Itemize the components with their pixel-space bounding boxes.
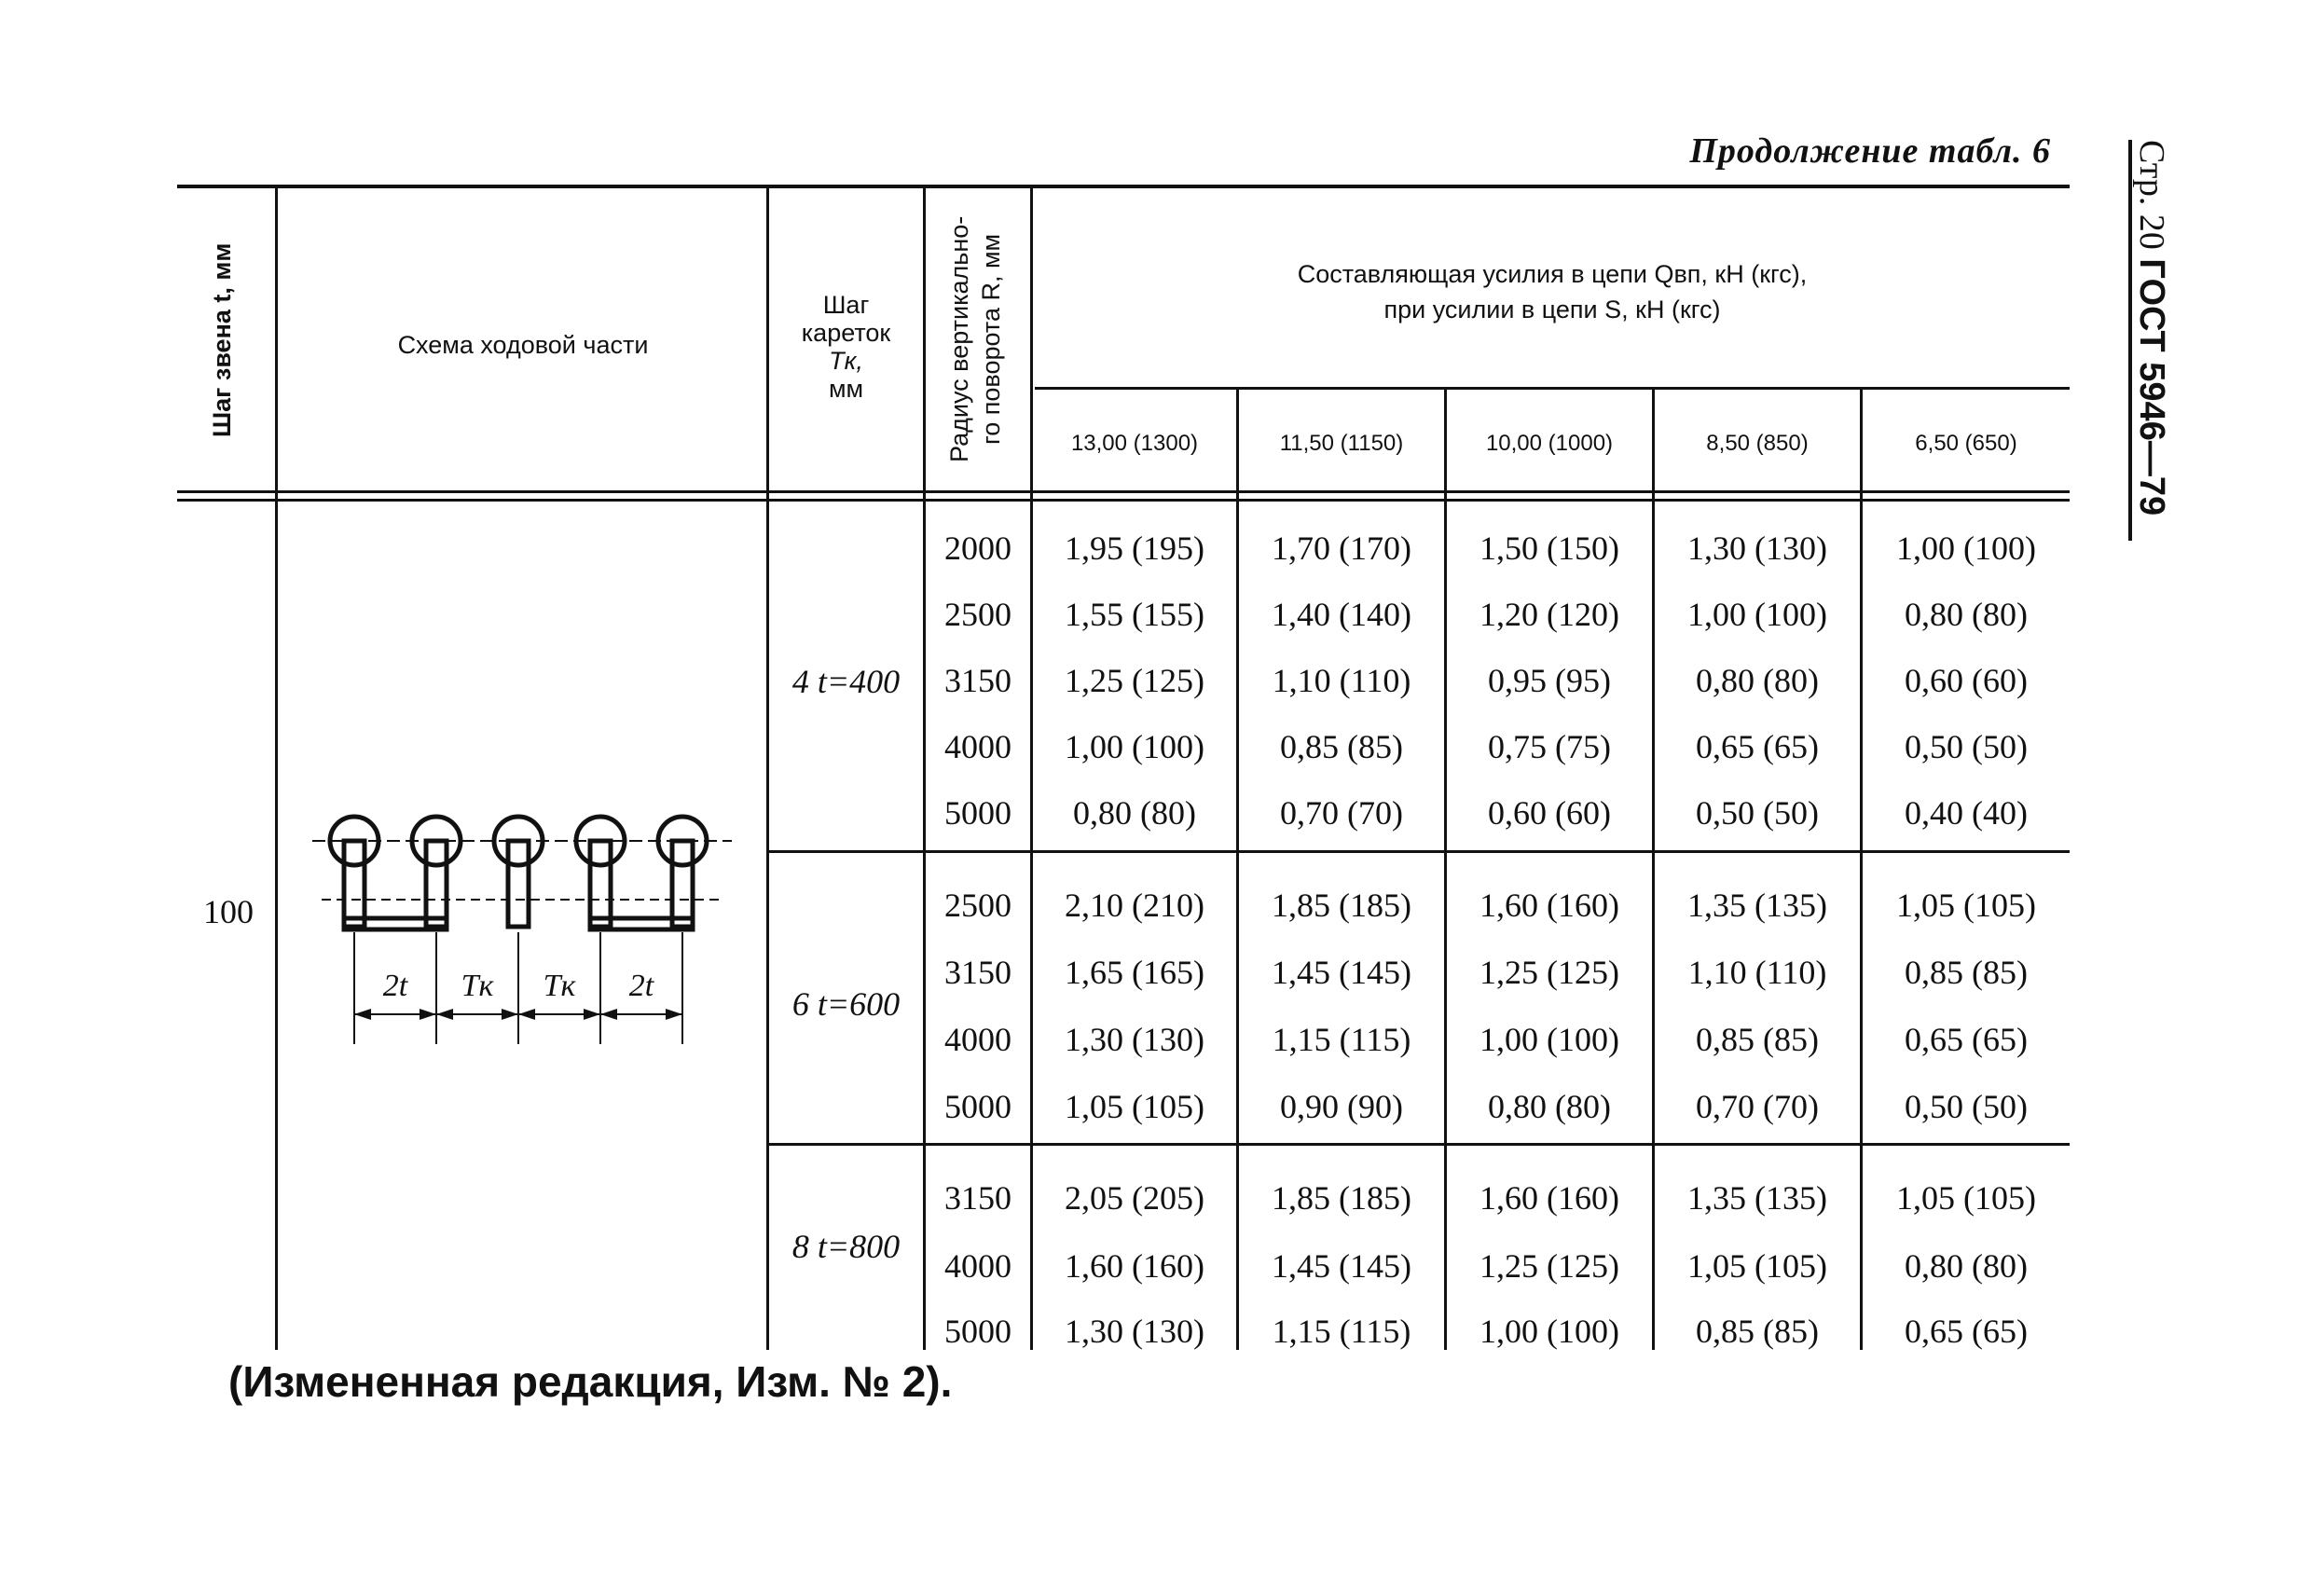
force-value: 0,80 (80) <box>1905 1247 2028 1285</box>
page-side-label <box>2116 140 2172 550</box>
arrow-head <box>354 1009 371 1020</box>
force-value: 1,25 (125) <box>1479 1247 1619 1285</box>
force-value: 0,40 (40) <box>1905 794 2028 832</box>
force-value: 0,80 (80) <box>1488 1088 1611 1125</box>
force-value: 1,30 (130) <box>1065 1021 1204 1058</box>
force-value: 0,85 (85) <box>1905 954 2028 991</box>
force-value: 0,50 (50) <box>1905 1088 2028 1125</box>
force-value: 1,00 (100) <box>1896 530 2036 567</box>
force-value: 0,65 (65) <box>1696 728 1819 765</box>
radius-value: 3150 <box>944 1179 1012 1217</box>
header-s-value: 11,50 (1150) <box>1279 431 1404 456</box>
force-value: 2,10 (210) <box>1065 887 1204 924</box>
header-carriage-pitch <box>769 291 923 403</box>
force-value: 2,05 (205) <box>1065 1179 1204 1217</box>
header-force-line-1: Составляющая усилия в цепи Qвп, кН (кгс), <box>1297 260 1808 288</box>
force-value: 1,30 (130) <box>1065 1313 1204 1350</box>
header-tk-line-3: Tк, <box>829 347 863 375</box>
radius-value: 3150 <box>944 662 1012 699</box>
header-tk-line-2: кареток <box>801 319 891 347</box>
header-force <box>1035 256 2070 327</box>
amendment-note: (Измененная редакция, Изм. № 2). <box>228 1357 953 1406</box>
undercarriage-scheme-diagram <box>303 783 750 1063</box>
radius-value: 3150 <box>944 954 1012 991</box>
force-value: 0,75 (75) <box>1488 728 1611 765</box>
force-value: 0,60 (60) <box>1905 662 2028 699</box>
force-value: 1,10 (110) <box>1272 662 1411 699</box>
header-bottom-rule-1 <box>177 490 2070 493</box>
force-value: 1,35 (135) <box>1687 887 1827 924</box>
header-scheme: Схема ходовой части <box>397 331 649 359</box>
force-value: 1,60 (160) <box>1065 1247 1204 1285</box>
carriage-bar <box>590 918 693 929</box>
carriage-leg <box>672 841 693 927</box>
force-value: 1,45 (145) <box>1272 1247 1411 1285</box>
force-value: 1,35 (135) <box>1687 1179 1827 1217</box>
radius-value: 5000 <box>944 794 1012 832</box>
col-divider-4 <box>1030 186 1033 1350</box>
radius-value: 4000 <box>944 728 1012 765</box>
force-value: 1,05 (105) <box>1896 1179 2036 1217</box>
arrow-head <box>436 1009 453 1020</box>
dimension-label: 2t <box>628 969 654 1003</box>
header-s-value: 10,00 (1000) <box>1485 431 1614 456</box>
force-value: 0,65 (65) <box>1905 1021 2028 1058</box>
force-value: 1,40 (140) <box>1272 596 1411 633</box>
header-force-line-2: при усилии в цепи S, кН (кгс) <box>1383 296 1721 323</box>
dimension-label: Tк <box>461 969 494 1003</box>
force-value: 1,00 (100) <box>1479 1313 1619 1350</box>
force-value: 0,60 (60) <box>1488 794 1611 832</box>
header-s-value: 6,50 (650) <box>1915 431 2017 456</box>
carriage-pitch-value: 6 t=600 <box>791 985 901 1023</box>
force-value: 1,15 (115) <box>1272 1313 1411 1350</box>
force-value: 1,00 (100) <box>1065 728 1204 765</box>
radius-value: 2500 <box>944 596 1012 633</box>
col-divider-1 <box>275 186 278 1350</box>
force-value: 0,80 (80) <box>1696 662 1819 699</box>
table-caption: Продолжение табл. 6 <box>1689 131 2051 171</box>
force-value: 0,85 (85) <box>1696 1021 1819 1058</box>
force-value: 1,95 (195) <box>1065 530 1204 567</box>
carriage-bar <box>344 918 447 929</box>
table-top-rule <box>177 185 2070 188</box>
gost-number: ГОСТ 5946—79 <box>2132 258 2171 516</box>
force-value: 0,95 (95) <box>1488 662 1611 699</box>
arrow-head <box>502 1009 518 1020</box>
force-value: 0,65 (65) <box>1905 1313 2028 1350</box>
header-s-value: 8,50 (850) <box>1706 431 1809 456</box>
force-value: 1,55 (155) <box>1065 596 1204 633</box>
radius-value: 2500 <box>944 887 1012 924</box>
subheader-rule <box>1035 387 2070 390</box>
page-number: Стр. 20 <box>2132 140 2171 250</box>
force-value: 1,15 (115) <box>1272 1021 1411 1058</box>
carriage-leg <box>426 841 447 927</box>
force-value: 1,60 (160) <box>1479 887 1619 924</box>
force-value: 1,30 (130) <box>1687 530 1827 567</box>
force-value: 0,50 (50) <box>1905 728 2028 765</box>
carriage-pitch-value: 4 t=400 <box>791 663 901 700</box>
radius-value: 5000 <box>944 1088 1012 1125</box>
force-value: 0,50 (50) <box>1696 794 1819 832</box>
header-radius <box>943 191 1007 488</box>
force-value: 1,45 (145) <box>1272 954 1411 991</box>
force-value: 1,05 (105) <box>1065 1088 1204 1125</box>
force-value: 1,65 (165) <box>1065 954 1204 991</box>
force-value: 1,00 (100) <box>1479 1021 1619 1058</box>
force-value: 0,70 (70) <box>1280 794 1403 832</box>
arrow-head <box>518 1009 535 1020</box>
force-value: 1,20 (120) <box>1479 596 1619 633</box>
force-value: 1,50 (150) <box>1479 530 1619 567</box>
force-value: 0,80 (80) <box>1905 596 2028 633</box>
force-value: 1,85 (185) <box>1272 887 1411 924</box>
header-radius-line-1: Радиус вертикально- <box>945 215 973 463</box>
force-value: 1,85 (185) <box>1272 1179 1411 1217</box>
force-value: 1,10 (110) <box>1687 954 1827 991</box>
header-radius-line-2: го поворота R, мм <box>977 233 1005 446</box>
side-rule <box>2128 140 2132 541</box>
arrow-head <box>584 1009 600 1020</box>
force-value: 1,00 (100) <box>1687 596 1827 633</box>
force-value: 0,80 (80) <box>1073 794 1196 832</box>
header-tk-line-4: мм <box>828 375 864 403</box>
force-value: 0,85 (85) <box>1280 728 1403 765</box>
dimension-label: 2t <box>382 969 408 1003</box>
force-value: 1,70 (170) <box>1272 530 1411 567</box>
arrow-head <box>600 1009 617 1020</box>
force-value: 0,90 (90) <box>1280 1088 1403 1125</box>
carriage-leg <box>590 841 611 927</box>
header-bottom-rule-2 <box>177 499 2070 502</box>
force-value: 1,60 (160) <box>1479 1179 1619 1217</box>
force-value: 0,85 (85) <box>1696 1313 1819 1350</box>
header-link-pitch: Шаг звена t, мм <box>208 242 236 438</box>
carriage-frames <box>344 841 693 929</box>
radius-value: 4000 <box>944 1021 1012 1058</box>
force-value: 1,25 (125) <box>1479 954 1619 991</box>
carriage-pitch-value: 8 t=800 <box>791 1228 901 1265</box>
force-value: 1,25 (125) <box>1065 662 1204 699</box>
link-pitch-value: 100 <box>203 893 254 930</box>
col-divider-3 <box>923 186 926 1350</box>
force-value: 1,05 (105) <box>1687 1247 1827 1285</box>
arrow-head <box>666 1009 682 1020</box>
header-tk-line-1: Шаг <box>822 291 870 319</box>
arrow-head <box>420 1009 436 1020</box>
force-value: 0,70 (70) <box>1696 1088 1819 1125</box>
carriage-leg <box>344 841 365 927</box>
carriage-leg <box>508 841 529 927</box>
radius-value: 2000 <box>944 530 1012 567</box>
dimension-label: Tк <box>543 969 576 1003</box>
radius-value: 5000 <box>944 1313 1012 1350</box>
header-s-value: 13,00 (1300) <box>1070 431 1199 456</box>
group-separator-1 <box>769 850 2070 853</box>
radius-value: 4000 <box>944 1247 1012 1285</box>
force-value: 1,05 (105) <box>1896 887 2036 924</box>
group-separator-2 <box>769 1143 2070 1146</box>
